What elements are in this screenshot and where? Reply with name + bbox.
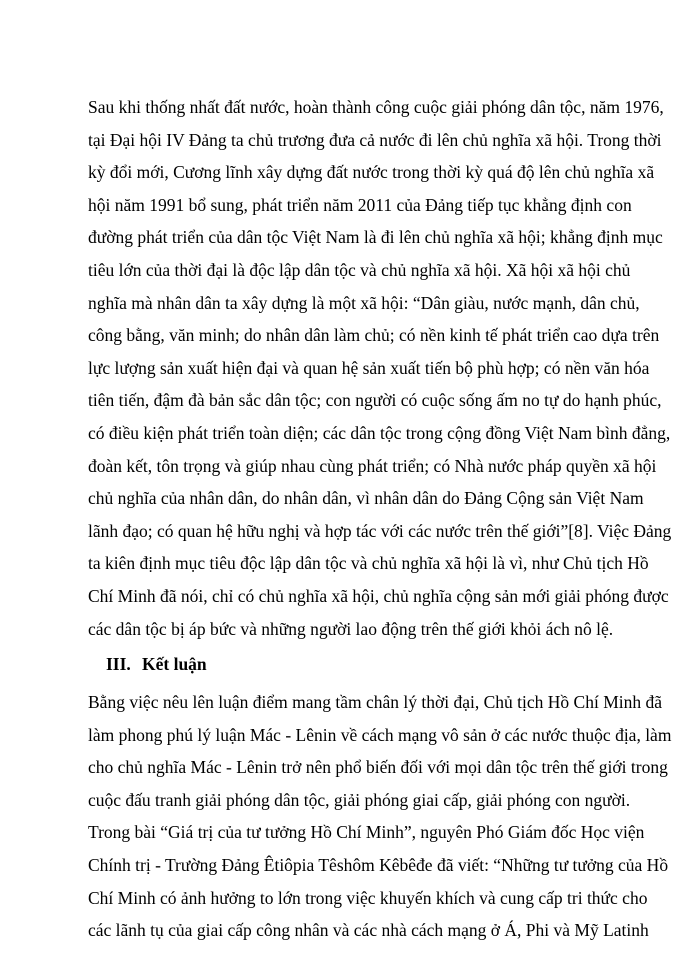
document-page: [88, 91, 672, 947]
paragraph-line: tiêu lớn của thời đại là độc lập dân tộc và chủ nghĩa xã hội. Xã hội xã hội chủ: [88, 259, 631, 280]
paragraph-line: lực lượng sản xuất hiện đại và quan hệ sản xuất tiến bộ phù hợp; có nền văn hóa: [88, 357, 650, 378]
paragraph-line: tiên tiến, đậm đà bản sắc dân tộc; con người có cuộc sống ấm no tự do hạnh phúc,: [88, 390, 662, 411]
paragraph-line: Chính trị - Trường Đảng Êtiôpia Têshôm Kêbêđe đã viết: “Những tư tưởng của Hồ: [88, 855, 669, 876]
paragraph-line: lãnh đạo; có quan hệ hữu nghị và hợp tác với các nước trên thế giới”[8]. Việc Đảng: [88, 520, 672, 541]
section-number: III.: [106, 654, 131, 675]
paragraph-line: công bằng, văn minh; do nhân dân làm chủ; có nền kinh tế phát triển cao dựa trên: [88, 325, 660, 346]
paragraph-line: Trong bài “Giá trị của tư tưởng Hồ Chí Minh”, nguyên Phó Giám đốc Học viện: [88, 822, 645, 843]
paragraph-line: Bằng việc nêu lên luận điểm mang tầm chân lý thời đại, Chủ tịch Hồ Chí Minh đã: [88, 692, 663, 713]
paragraph-line: các dân tộc bị áp bức và những người lao động trên thế giới khỏi ách nô lệ.: [88, 618, 614, 639]
paragraph-line: cho chủ nghĩa Mác - Lênin trở nên phổ biến đối với mọi dân tộc trên thế giới trong: [88, 757, 668, 778]
paragraph-line: đường phát triển của dân tộc Việt Nam là đi lên chủ nghĩa xã hội; khẳng định mục: [88, 227, 663, 248]
section-title: Kết luận: [142, 654, 207, 675]
paragraph-line: kỳ đổi mới, Cương lĩnh xây dựng đất nước trong thời kỳ quá độ lên chủ nghĩa xã: [88, 162, 655, 183]
paragraph-line: nghĩa mà nhân dân ta xây dựng là một xã hội: “Dân giàu, nước mạnh, dân chủ,: [88, 292, 640, 313]
paragraph-line: có điều kiện phát triển toàn diện; các dân tộc trong cộng đồng Việt Nam bình đẳng,: [88, 422, 671, 443]
paragraph-line: các lãnh tụ của giai cấp công nhân và các nhà cách mạng ở Á, Phi và Mỹ Latinh: [88, 920, 649, 941]
paragraph-line: chủ nghĩa của nhân dân, do nhân dân, vì nhân dân do Đảng Cộng sản Việt Nam: [88, 488, 644, 509]
paragraph-line: cuộc đấu tranh giải phóng dân tộc, giải phóng giai cấp, giải phóng con người.: [88, 789, 631, 810]
paragraph-line: hội năm 1991 bổ sung, phát triển năm 2011 của Đảng tiếp tục khẳng định con: [88, 194, 632, 215]
section-heading: [88, 648, 608, 681]
paragraph-line: đoàn kết, tôn trọng và giúp nhau cùng phát triển; có Nhà nước pháp quyền xã hội: [88, 455, 657, 476]
paragraph-line: Chí Minh đã nói, chỉ có chủ nghĩa xã hội, chủ nghĩa cộng sản mới giải phóng được: [88, 585, 669, 606]
paragraph-line: làm phong phú lý luận Mác - Lênin về cách mạng vô sản ở các nước thuộc địa, làm: [88, 724, 672, 745]
paragraph-line: Sau khi thống nhất đất nước, hoàn thành công cuộc giải phóng dân tộc, năm 1976,: [88, 97, 664, 117]
paragraph-line: tại Đại hội IV Đảng ta chủ trương đưa cả nước đi lên chủ nghĩa xã hội. Trong thời: [88, 129, 662, 150]
paragraph-line: ta kiên định mục tiêu độc lập dân tộc và chủ nghĩa xã hội là vì, như Chủ tịch Hồ: [88, 553, 649, 574]
paragraph-socialism-goal: [88, 91, 672, 645]
paragraph-line: Chí Minh có ảnh hưởng to lớn trong việc khuyến khích và cung cấp tri thức cho: [88, 887, 648, 908]
paragraph-conclusion: [88, 686, 672, 947]
